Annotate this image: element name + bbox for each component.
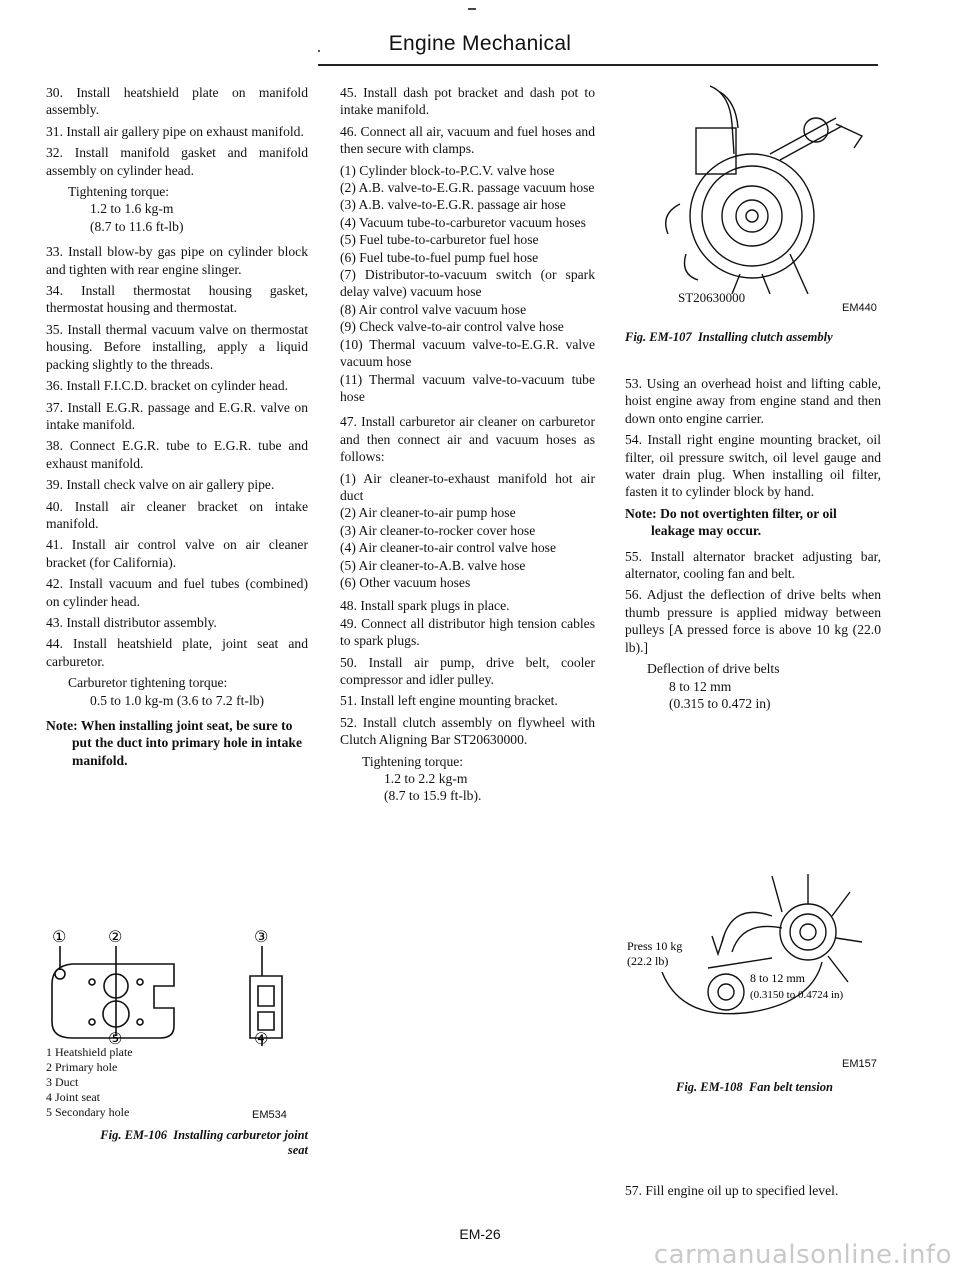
step-38: 38. Connect E.G.R. tube to E.G.R. tube and exhaust manifold. [46, 438, 308, 471]
torque-spec-clutch [362, 753, 595, 805]
figure-caption-107: Fig. EM-107 Installing clutch assembly [625, 330, 833, 344]
step-34: 34. Install thermostat housing gasket, thermostat housing and thermostat. [46, 283, 308, 316]
torque-label: Tightening torque: [68, 184, 170, 200]
step-31: 31. Install air gallery pipe on exhaust manifold. [46, 123, 304, 139]
column-left [46, 84, 308, 777]
figure-caption-106: Fig. EM-106 Installing carburetor joint seat [100, 1128, 308, 1157]
press-force-label: Press 10 kg [627, 939, 683, 953]
clutch-drawing [666, 86, 862, 294]
press-force-label-imperial: (22.2 lb) [627, 954, 669, 968]
hose-item-7: (7) Distributor-to-vacuum switch (or spark delay valve) vacuum hose [340, 267, 595, 300]
step-32: 32. Install manifold gasket and manifold assembly on cylinder head. [46, 145, 308, 178]
step-48: 48. Install spark plugs in place. [340, 598, 510, 614]
hose-item-9: (9) Check valve-to-air control valve hose [340, 319, 564, 335]
step-33: 33. Install blow-by gas pipe on cylinder block and tighten with rear engine slinger. [46, 244, 308, 277]
step-45: 45. Install dash pot bracket and dash pot to intake manifold. [340, 85, 595, 118]
note-joint-seat: Note: When installing joint seat, be sure to put the duct into primary hole in intake manifold. [46, 718, 302, 768]
torque-value-imperial: (8.7 to 15.9 ft-lb). [384, 788, 482, 804]
step-50: 50. Install air pump, drive belt, cooler compressor and idler pulley. [340, 654, 595, 687]
legend-item: 1 Heatshield plate [46, 1045, 133, 1059]
step-49: 49. Connect all distributor high tension cables to spark plugs. [340, 615, 595, 649]
tool-number-label: ST20630000 [678, 290, 746, 305]
watermark: carmanualsonline.info [653, 1240, 952, 1270]
legend-item: 4 Joint seat [46, 1090, 100, 1104]
header-rule [318, 64, 878, 66]
figure-clutch-install [640, 84, 880, 294]
step-53: 53. Using an overhead hoist and lifting cable, hoist engine away from engine stand and then down onto engine carrier. [625, 376, 881, 426]
figure-fan-belt [622, 872, 882, 1032]
step-41: 41. Install air control valve on air cleaner bracket (for California). [46, 537, 308, 570]
step-43: 43. Install distributor assembly. [46, 614, 217, 630]
figure-code: EM440 [842, 302, 877, 314]
note-oil-filter: Note: Do not overtighten filter, or oil leakage may occur. [625, 505, 837, 539]
air-item-5: (5) Air cleaner-to-A.B. valve hose [340, 557, 526, 573]
air-item-1: (1) Air cleaner-to-exhaust manifold hot air duct [340, 470, 595, 503]
torque-spec-carburetor [68, 674, 308, 709]
torque-label: Tightening torque: [362, 753, 464, 769]
hose-item-5: (5) Fuel tube-to-carburetor fuel hose [340, 232, 539, 248]
column-middle [340, 84, 595, 813]
step-42: 42. Install vacuum and fuel tubes (combined) on cylinder head. [46, 576, 308, 609]
step-36: 36. Install F.I.C.D. bracket on cylinder head. [46, 378, 289, 394]
legend-item: 2 Primary hole [46, 1060, 118, 1074]
step-47: 47. Install carburetor air cleaner on carburetor and then connect air and vacuum hoses as follows: [340, 414, 595, 465]
step-30: 30. Install heatshield plate on manifold assembly. [46, 85, 308, 118]
figure-legend [46, 1045, 133, 1120]
figure-caption-108: Fig. EM-108 Fan belt tension [676, 1080, 833, 1094]
torque-value-metric: 1.2 to 2.2 kg-m [384, 771, 468, 787]
step-57: 57. Fill engine oil up to specified level. [625, 1183, 839, 1198]
column-right [625, 375, 881, 720]
deflection-label: Deflection of drive belts [647, 661, 780, 677]
torque-value: 0.5 to 1.0 kg-m (3.6 to 7.2 ft-lb) [90, 692, 265, 708]
belt-deflection-spec [647, 660, 881, 712]
page-number: EM-26 [459, 1226, 501, 1242]
air-item-6: (6) Other vacuum hoses [340, 574, 471, 590]
step-37: 37. Install E.G.R. passage and E.G.R. valve on intake manifold. [46, 399, 308, 432]
step-39: 39. Install check valve on air gallery pipe. [46, 477, 275, 493]
callout-3: ③ [254, 927, 269, 946]
air-item-4: (4) Air cleaner-to-air control valve hose [340, 540, 556, 556]
hose-item-8: (8) Air control valve vacuum hose [340, 301, 527, 317]
step-54: 54. Install right engine mounting bracket, oil filter, oil pressure switch, oil level gauge and water drain plug. When installing oil filter, fasten it to cylinder block by hand. [625, 432, 881, 500]
legend-item: 5 Secondary hole [46, 1105, 130, 1119]
hose-item-3: (3) A.B. valve-to-E.G.R. passage air hose [340, 197, 566, 213]
callout-5: ⑤ [108, 1029, 123, 1048]
figure-code: EM534 [252, 1109, 287, 1121]
figure-code: EM157 [842, 1058, 877, 1070]
deflection-figure-label: 8 to 12 mm [750, 971, 806, 985]
hose-item-4: (4) Vacuum tube-to-carburetor vacuum hoses [340, 214, 586, 230]
legend-item: 3 Duct [46, 1075, 79, 1089]
torque-value-imperial: (8.7 to 11.6 ft-lb) [90, 218, 184, 234]
step-51: 51. Install left engine mounting bracket. [340, 693, 558, 709]
step-46: 46. Connect all air, vacuum and fuel hoses and then secure with clamps. [340, 123, 595, 157]
hose-item-11: (11) Thermal vacuum valve-to-vacuum tube hose [340, 371, 595, 404]
step-40: 40. Install air cleaner bracket on intake manifold. [46, 498, 308, 531]
step-55: 55. Install alternator bracket adjusting bar, alternator, cooling fan and belt. [625, 548, 881, 582]
callout-4: ④ [254, 1029, 269, 1048]
scan-mark [468, 8, 476, 10]
callout-1: ① [52, 927, 67, 946]
torque-value-metric: 1.2 to 1.6 kg-m [90, 201, 174, 217]
callout-2: ② [108, 927, 123, 946]
hose-item-6: (6) Fuel tube-to-fuel pump fuel hose [340, 249, 539, 265]
hose-item-1: (1) Cylinder block-to-P.C.V. valve hose [340, 162, 555, 178]
page-title: Engine Mechanical [388, 32, 572, 55]
air-item-2: (2) Air cleaner-to-air pump hose [340, 505, 516, 521]
torque-spec-manifold [68, 183, 308, 235]
deflection-value-metric: 8 to 12 mm [669, 678, 732, 694]
deflection-value-imperial: (0.315 to 0.472 in) [669, 695, 771, 711]
air-item-3: (3) Air cleaner-to-rocker cover hose [340, 522, 536, 538]
hose-item-2: (2) A.B. valve-to-E.G.R. passage vacuum hose [340, 180, 595, 196]
step-52: 52. Install clutch assembly on flywheel with Clutch Aligning Bar ST20630000. [340, 714, 595, 748]
deflection-figure-label-imperial: (0.3150 to 0.4724 in) [750, 989, 844, 1001]
step-44: 44. Install heatshield plate, joint seat and carburetor. [46, 636, 308, 669]
step-56: 56. Adjust the deflection of drive belts when thumb pressure is applied midway between pulleys [A pressed force is above 10 kg (22.0 lb).] [625, 587, 881, 655]
torque-label: Carburetor tightening torque: [68, 675, 228, 691]
step-35: 35. Install thermal vacuum valve on thermostat housing. Before installing, apply a liquid packing slightly to the threads. [46, 321, 308, 372]
hose-item-10: (10) Thermal vacuum valve-to-E.G.R. valve vacuum hose [340, 336, 595, 370]
step-57-block [625, 1182, 881, 1203]
